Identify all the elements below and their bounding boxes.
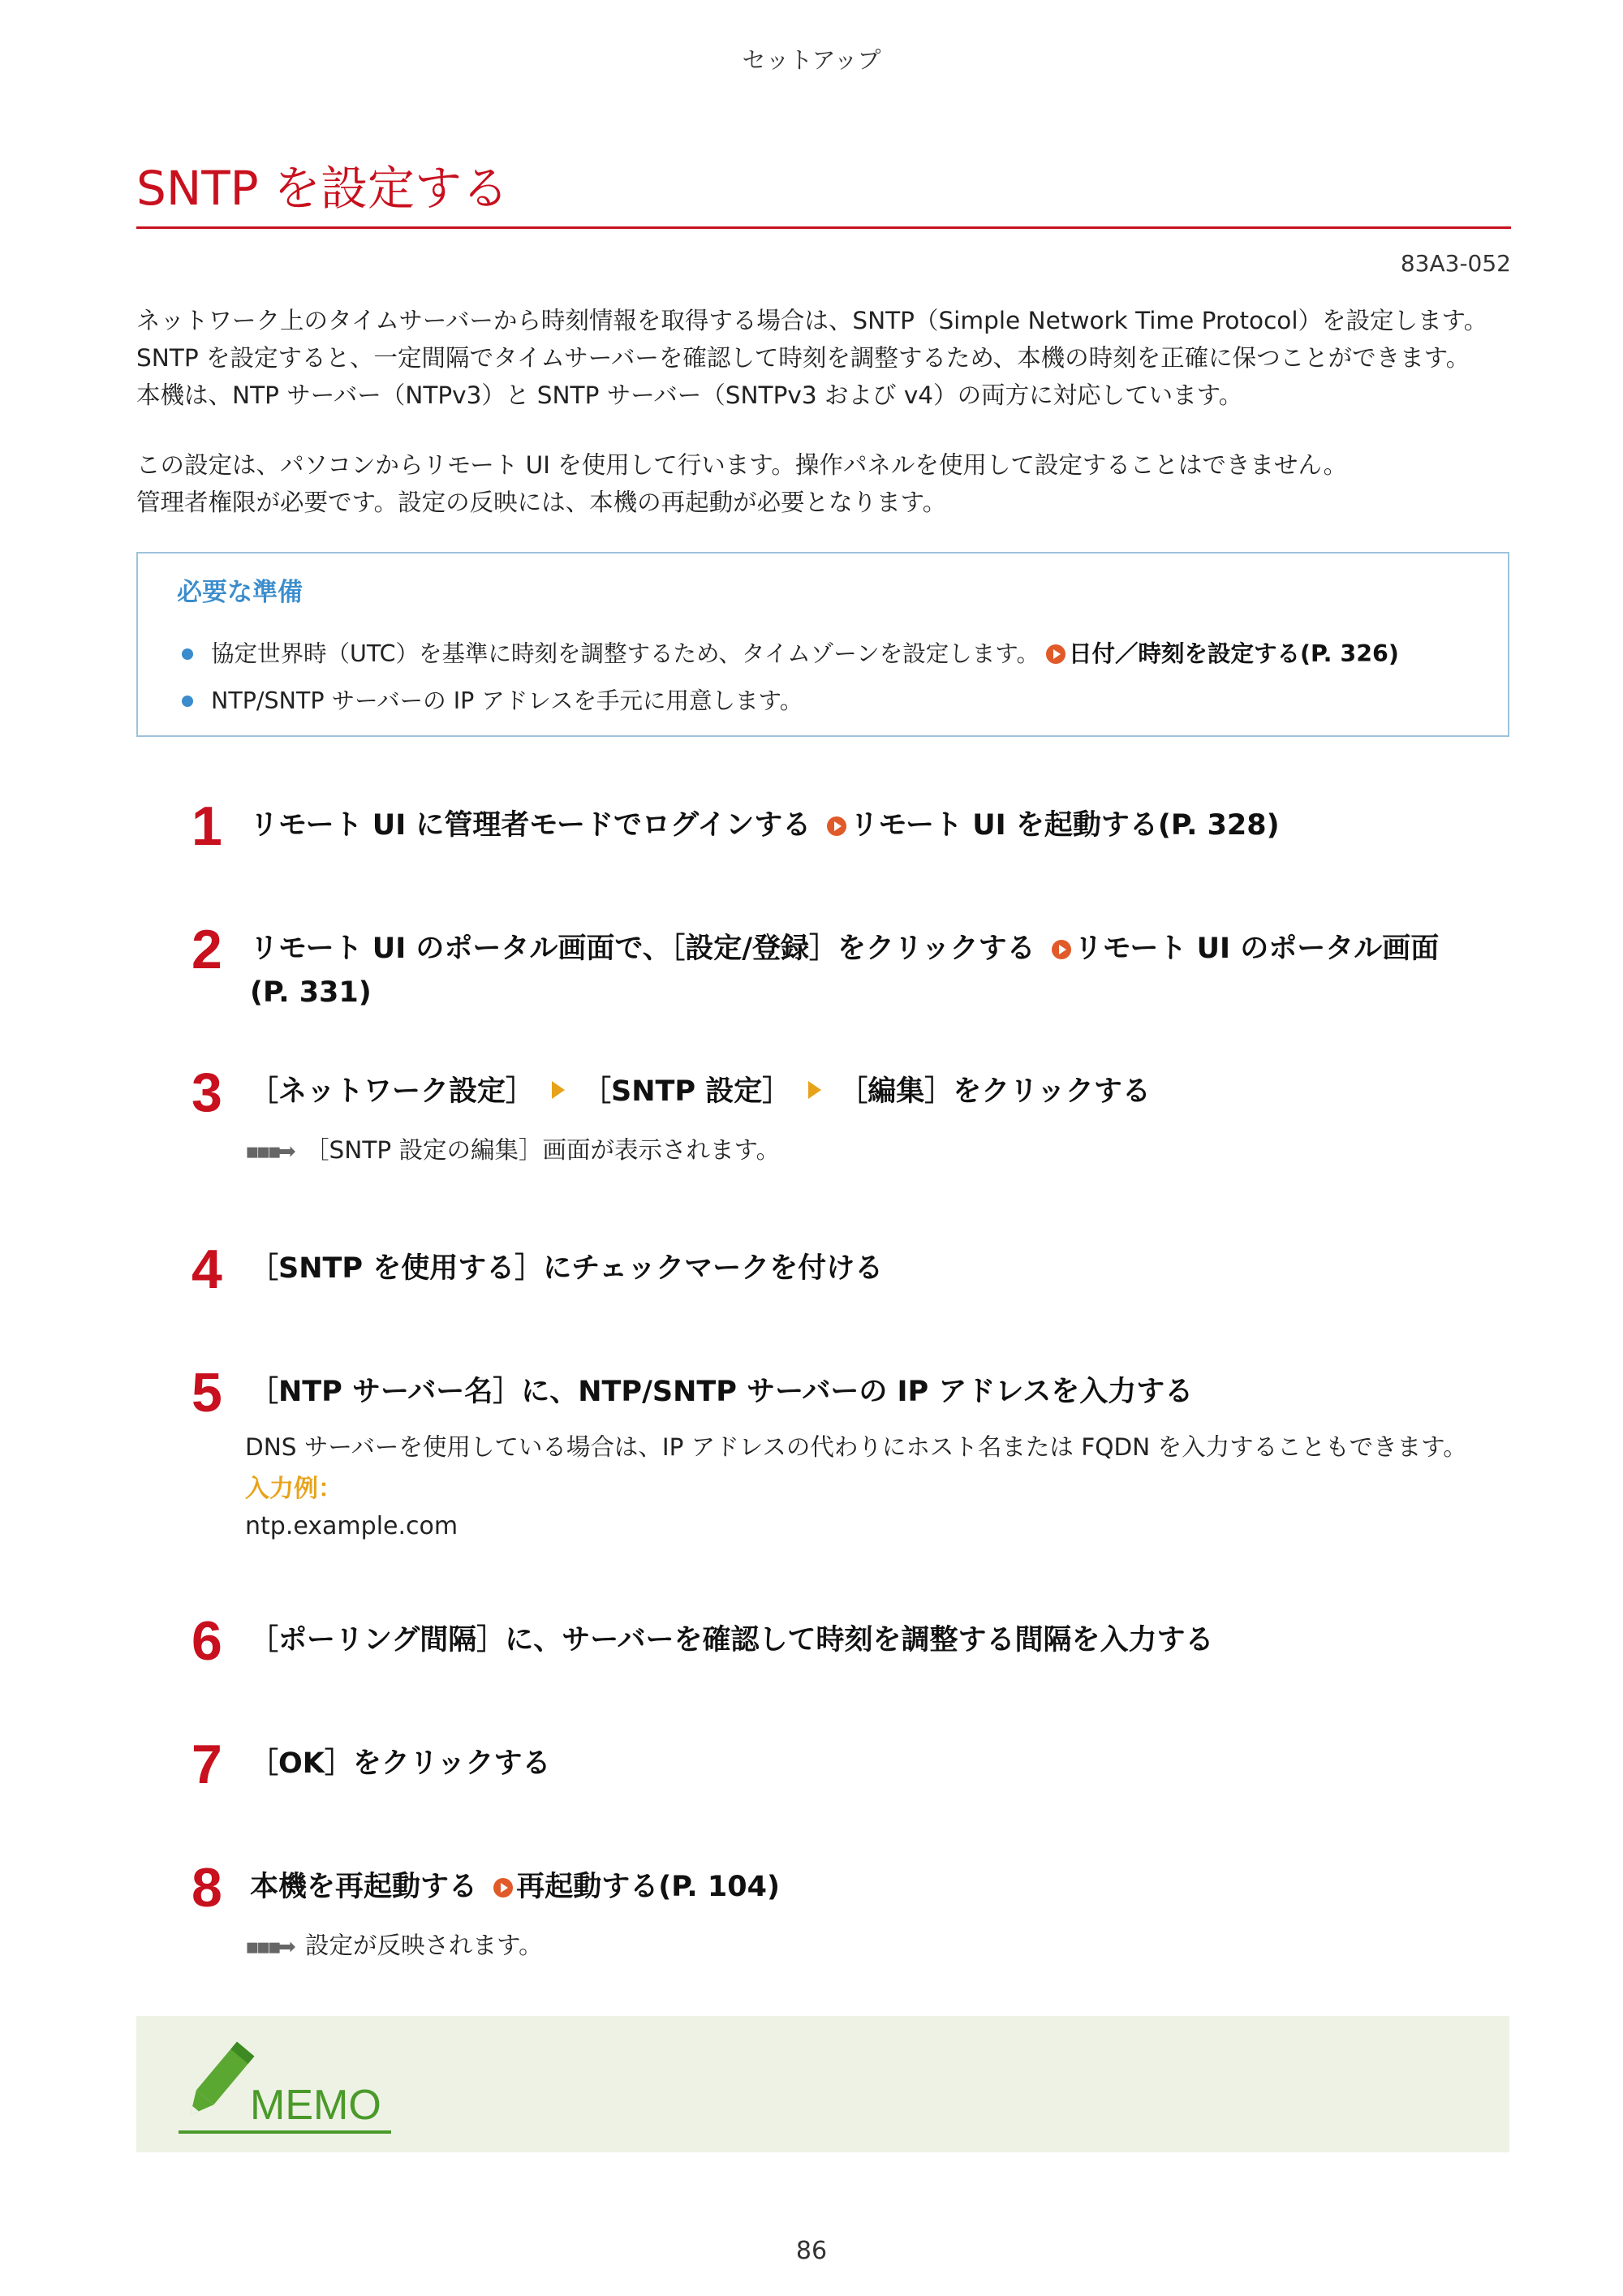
result-arrow-icon: ▪▪▪➡	[245, 1935, 293, 1959]
example-label: 入力例：	[245, 1475, 342, 1503]
intro-line: ネットワーク上のタイムサーバーから時刻情報を取得する場合は、SNTP（Simple Network Time Protocol）を設定します。	[136, 307, 1488, 334]
step-detail: DNS サーバーを使用している場合は、IP アドレスの代わりにホスト名または FQDN を入力することもできます。	[245, 1433, 1467, 1461]
step-result	[245, 1131, 1524, 1170]
step-1	[192, 795, 1524, 857]
memo-label: MEMO	[250, 2082, 381, 2129]
step-result	[245, 1927, 1524, 1966]
step-3	[192, 1062, 1524, 1170]
link-arrow-icon	[493, 1878, 513, 1898]
example-value: ntp.example.com	[245, 1512, 458, 1540]
list-item	[177, 631, 1469, 678]
step-text: リモート UI に管理者モードでログインする	[250, 809, 812, 842]
next-arrow-icon	[808, 1081, 821, 1099]
step-6	[192, 1610, 1524, 1672]
intro-line: SNTP を設定すると、一定間隔でタイムサーバーを確認して時刻を調整するため、本機の時刻を正確に保つことができます。	[136, 344, 1470, 372]
result-text: 設定が反映されます。	[305, 1932, 543, 1959]
intro-line: 本機は、NTP サーバー（NTPv3）と SNTP サーバー（SNTPv3 および v4）の両方に対応しています。	[136, 381, 1243, 409]
prereq-text: NTP/SNTP サーバーの IP アドレスを手元に用意します。	[211, 687, 803, 714]
link-start-remote-ui[interactable]: リモート UI を起動する(P. 328)	[850, 809, 1280, 842]
step-number: 5	[192, 1362, 222, 1424]
link-arrow-icon	[1052, 940, 1071, 959]
step-text-part: ［ネットワーク設定］	[250, 1075, 535, 1108]
step-number: 2	[192, 919, 222, 980]
step-text: ［NTP サーバー名］に、NTP/SNTP サーバーの IP アドレスを入力する	[250, 1376, 1194, 1408]
link-portal-screen[interactable]: リモート UI のポータル画面	[1074, 933, 1440, 965]
step-instruction	[250, 1865, 1524, 1909]
step-text: リモート UI のポータル画面で、［設定/登録］をクリックする	[250, 933, 1035, 965]
step-number: 3	[192, 1062, 222, 1123]
step-text: 本機を再起動する	[250, 1871, 478, 1903]
bullet-icon	[182, 696, 193, 707]
link-arrow-icon	[827, 816, 846, 836]
intro-paragraph-1	[136, 302, 1516, 414]
list-item	[177, 678, 1469, 725]
step-number: 7	[192, 1734, 222, 1795]
memo-underline	[179, 2130, 391, 2134]
step-5	[192, 1362, 1524, 1545]
intro-line: この設定は、パソコンからリモート UI を使用して行います。操作パネルを使用して設定することはできません。	[136, 451, 1348, 479]
title-block	[136, 159, 1511, 229]
prerequisites-list	[177, 631, 1469, 725]
step-instruction	[250, 927, 1524, 1014]
prereq-text: 協定世界時（UTC）を基準に時刻を調整するため、タイムゾーンを設定します。	[211, 640, 1040, 667]
document-id: 83A3-052	[1400, 250, 1511, 277]
link-date-time[interactable]: 日付／時刻を設定する(P. 326)	[1068, 640, 1399, 667]
step-text: ［SNTP を使用する］にチェックマークを付ける	[250, 1252, 884, 1285]
step-instruction	[250, 1070, 1524, 1114]
page-title: SNTP を設定する	[136, 161, 510, 216]
intro-text	[136, 302, 1516, 554]
step-number: 4	[192, 1238, 222, 1300]
pencil-icon	[177, 2034, 258, 2131]
link-arrow-icon	[1046, 644, 1065, 664]
step-number: 6	[192, 1610, 222, 1672]
step-7	[192, 1734, 1524, 1795]
step-number: 1	[192, 795, 222, 857]
next-arrow-icon	[552, 1081, 565, 1099]
link-portal-screen-page[interactable]: (P. 331)	[250, 976, 372, 1009]
prerequisites-box	[136, 552, 1509, 737]
intro-line: 管理者権限が必要です。設定の反映には、本機の再起動が必要となります。	[136, 489, 947, 516]
link-restart[interactable]: 再起動する(P. 104)	[516, 1871, 780, 1903]
step-text-part: ［SNTP 設定］	[583, 1075, 791, 1108]
result-text: ［SNTP 設定の編集］画面が表示されます。	[305, 1136, 781, 1164]
memo-box	[136, 2016, 1509, 2152]
step-text: ［OK］をクリックする	[250, 1747, 551, 1780]
step-8	[192, 1857, 1524, 1966]
running-header: セットアップ	[742, 46, 881, 74]
step-instruction	[250, 803, 1524, 847]
bullet-icon	[182, 648, 193, 660]
page-number: 86	[795, 2237, 828, 2265]
step-2	[192, 919, 1524, 1014]
step-number: 8	[192, 1857, 222, 1919]
result-arrow-icon: ▪▪▪➡	[245, 1139, 293, 1164]
step-4	[192, 1238, 1524, 1300]
prerequisites-title: 必要な準備	[177, 578, 303, 607]
step-text-part: ［編集］をクリックする	[839, 1075, 1151, 1108]
step-text: ［ポーリング間隔］に、サーバーを確認して時刻を調整する間隔を入力する	[250, 1624, 1214, 1656]
intro-paragraph-2	[136, 446, 1516, 521]
